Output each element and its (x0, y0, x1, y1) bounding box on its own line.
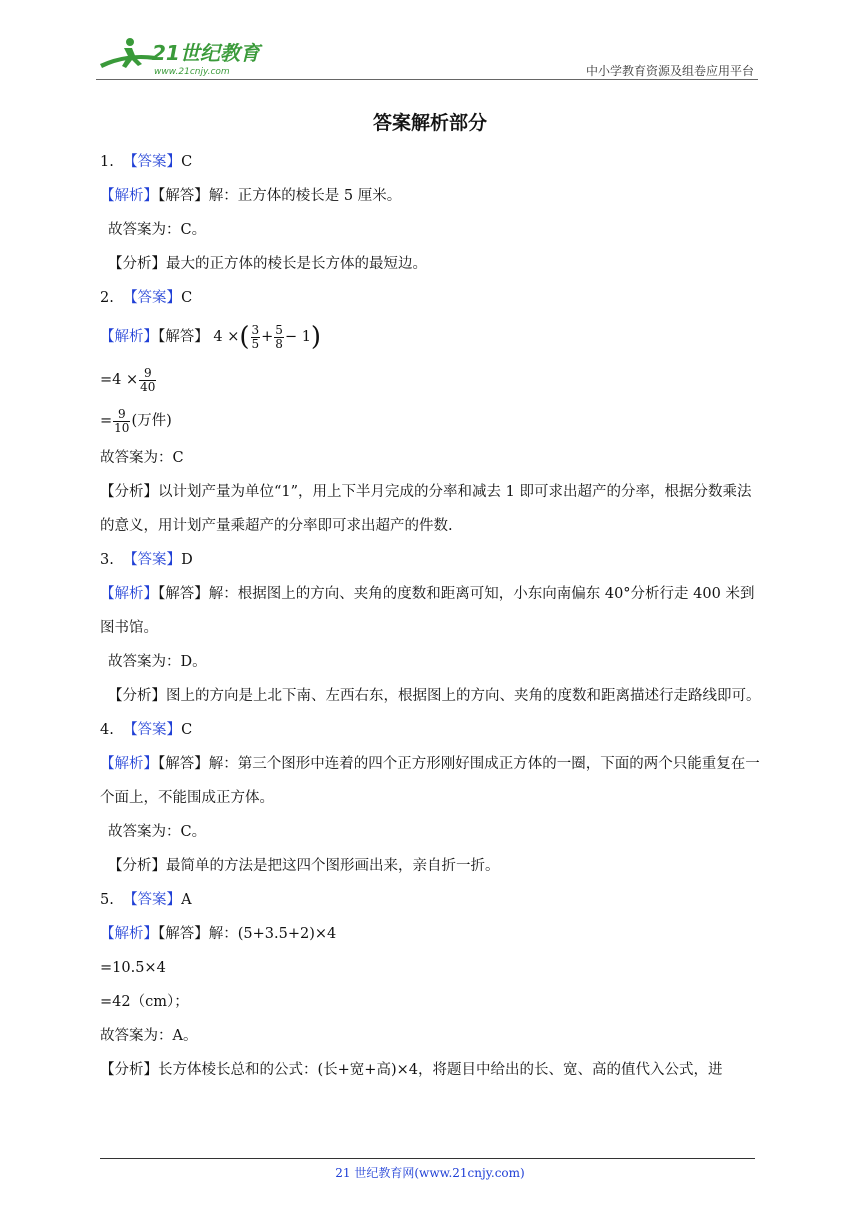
q2-fenxi-line: 【分析】以计划产量为单位“1”，用上下半月完成的分率和减去 1 即可求出超产的分率，根据分数乘法的意义，用计划产量乘超产的分率即可求出超产的件数. (100, 484, 752, 534)
q1-jiexi-line: 【解析】【解答】解：正方体的棱长是 5 厘米。 (100, 188, 402, 204)
q2-step-3: = $\frac{9}{10}$ (万件) (100, 406, 172, 435)
q5-jiexi-line: 【解析】【解答】解：(5+3.5+2)×4 (100, 926, 337, 942)
q2-answer-line: 2. 【答案】C (100, 290, 193, 306)
footer-link[interactable]: 21 世纪教育网(www.21cnjy.com) (335, 1166, 525, 1180)
fraction: $\frac{5}{8}$ (275, 322, 283, 351)
q5-result: 故答案为：A。 (100, 1028, 198, 1044)
platform-name: 中小学教育资源及组卷应用平台 (585, 64, 754, 78)
fraction: $\frac{3}{5}$ (251, 322, 260, 351)
q3-answer-line: 3. 【答案】D (100, 552, 193, 568)
q4-answer-line: 4. 【答案】C (100, 722, 193, 738)
fraction: $\frac{9}{40}$ (140, 365, 156, 394)
answer-section (100, 145, 765, 1087)
q4-jiexi-line: 【解析】【解答】解：第三个图形中连着的四个正方形刚好围成正方体的一圈，下面的两个只能重复在一个面上，不能围成正方体。 (100, 756, 760, 806)
q5-step-3: =42（cm）； (100, 994, 189, 1010)
q3-fenxi-line: 【分析】图上的方向是上北下南、左西右东，根据图上的方向、夹角的度数和距离描述行走路线即可。 (108, 688, 761, 704)
fraction: $\frac{9}{10}$ (114, 406, 130, 435)
q2-step-2: =4 × $\frac{9}{40}$ (100, 365, 156, 394)
footer-divider (100, 1158, 755, 1159)
site-logo (96, 34, 266, 78)
q5-fenxi-line: 【分析】长方体棱长总和的公式：(长+宽+高)×4，将题目中给出的长、宽、高的值代入公式，进 (100, 1062, 723, 1078)
q3-result: 故答案为：D。 (108, 654, 207, 670)
q5-step-2: =10.5×4 (100, 960, 166, 976)
q3-jiexi-line: 【解析】【解答】解：根据图上的方向、夹角的度数和距离可知，小东向南偏东 40°分析行走 400 米到图书馆。 (100, 586, 755, 636)
q2-jiexi-line: 【解析】【解答】 4 ×( $\frac{3}{5}$ + $\frac{5}{8}$ − 1) (100, 322, 322, 352)
q4-result: 故答案为：C。 (108, 824, 207, 840)
q2-result: 故答案为：C (100, 450, 184, 466)
header-divider (96, 79, 758, 80)
q1-fenxi-line: 【分析】最大的正方体的棱长是长方体的最短边。 (108, 256, 427, 272)
q1-answer-line: 1. 【答案】C (100, 154, 193, 170)
q1-result: 故答案为：C。 (108, 222, 207, 238)
q4-fenxi-line: 【分析】最简单的方法是把这四个图形画出来，亲自折一折。 (108, 858, 500, 874)
page-header (96, 28, 758, 80)
svg-text:21世纪教育: 21世纪教育 (152, 41, 260, 65)
page-title: 答案解析部分 (372, 112, 487, 134)
svg-text:www.21cnjy.com: www.21cnjy.com (154, 67, 230, 77)
q5-answer-line: 5. 【答案】A (100, 892, 192, 908)
